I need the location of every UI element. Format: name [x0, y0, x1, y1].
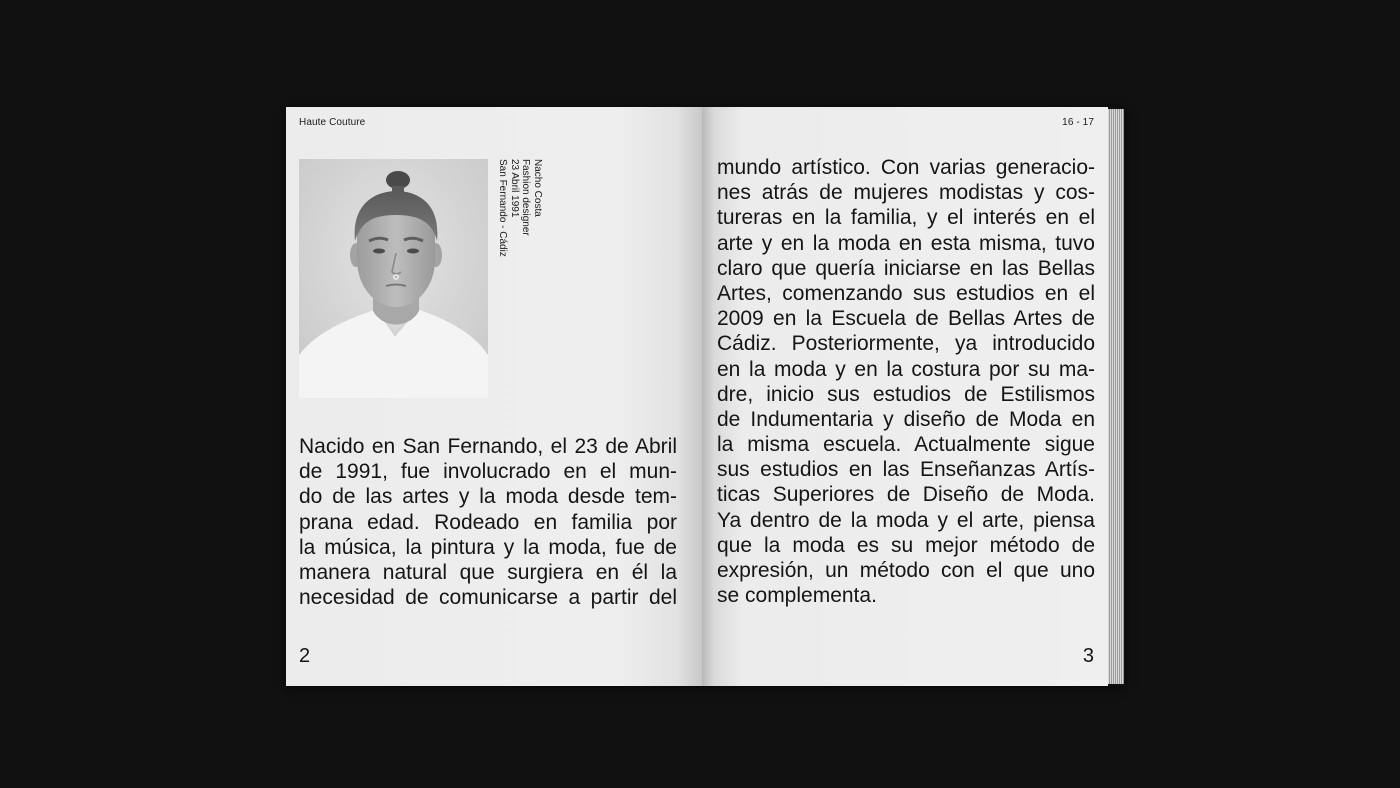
portrait-image: [299, 159, 488, 398]
text-line: 2009 en la Escuela de Bellas Artes de: [717, 307, 1095, 331]
page-edge-stack: [1108, 109, 1124, 684]
text-line: do de las artes y la moda desde tem-: [299, 485, 677, 509]
caption-birth-place: San Fernando - Cádiz: [497, 159, 509, 257]
text-line: claro que quería iniciarse en las Bellas: [717, 256, 1095, 280]
running-head-title: Haute Couture: [299, 117, 366, 128]
text-line: ticas Superiores de Diseño de Moda.: [717, 483, 1095, 507]
text-line: nes atrás de mujeres modistas y cos-: [717, 181, 1095, 205]
left-body-text: [299, 434, 677, 610]
caption-name: Nacho Costa: [532, 159, 543, 217]
text-line: sus estudios en las Enseñanzas Artís-: [717, 458, 1095, 482]
running-head-page-range: 16 - 17: [1062, 117, 1094, 128]
text-line: dre, inicio sus estudios de Estilismos: [717, 382, 1095, 406]
left-page: [286, 107, 702, 686]
open-booklet-spread: [286, 107, 1124, 686]
portrait-photo: [299, 159, 488, 398]
text-line: Nacido en San Fernando, el 23 de Abril: [299, 435, 677, 458]
right-body-text: [717, 155, 1095, 608]
text-line: en la moda y en la costura por su ma-: [717, 357, 1095, 381]
photo-caption: [495, 159, 543, 269]
right-page: [702, 107, 1108, 686]
text-line: de Indumentaria y diseño de Moda en: [717, 407, 1095, 431]
text-line: Artes, comenzando sus estudios en el: [717, 281, 1095, 305]
text-line: necesidad de comunicarse a partir del: [299, 586, 677, 610]
text-line: prana edad. Rodeado en familia por: [299, 510, 677, 534]
text-line: tureras en la familia, y el interés en el: [717, 206, 1095, 230]
text-line: arte y en la moda en esta misma, tuvo: [717, 231, 1095, 255]
caption-birth-date: 23 Abril 1991: [509, 159, 520, 218]
text-line: mundo artístico. Con varias generacio-: [717, 156, 1095, 179]
text-line: la música, la pintura y la moda, fue de: [299, 535, 677, 559]
text-line: la misma escuela. Actualmente sigue: [717, 433, 1095, 457]
page-number-left: 2: [299, 645, 311, 667]
caption-role: Fashion designer: [520, 159, 532, 236]
text-line: se complementa.: [717, 584, 877, 608]
text-line: Cádiz. Posteriormente, ya introducido: [717, 332, 1095, 356]
page-number-right: 3: [1082, 645, 1094, 667]
text-line: Ya dentro de la moda y el arte, piensa: [717, 508, 1095, 532]
text-line: de 1991, fue involucrado en el mun-: [299, 460, 677, 484]
text-line: expresión, un método con el que uno: [717, 559, 1095, 582]
text-line: que la moda es su mejor método de: [717, 533, 1095, 557]
text-line: manera natural que surgiera en él la: [299, 560, 677, 584]
